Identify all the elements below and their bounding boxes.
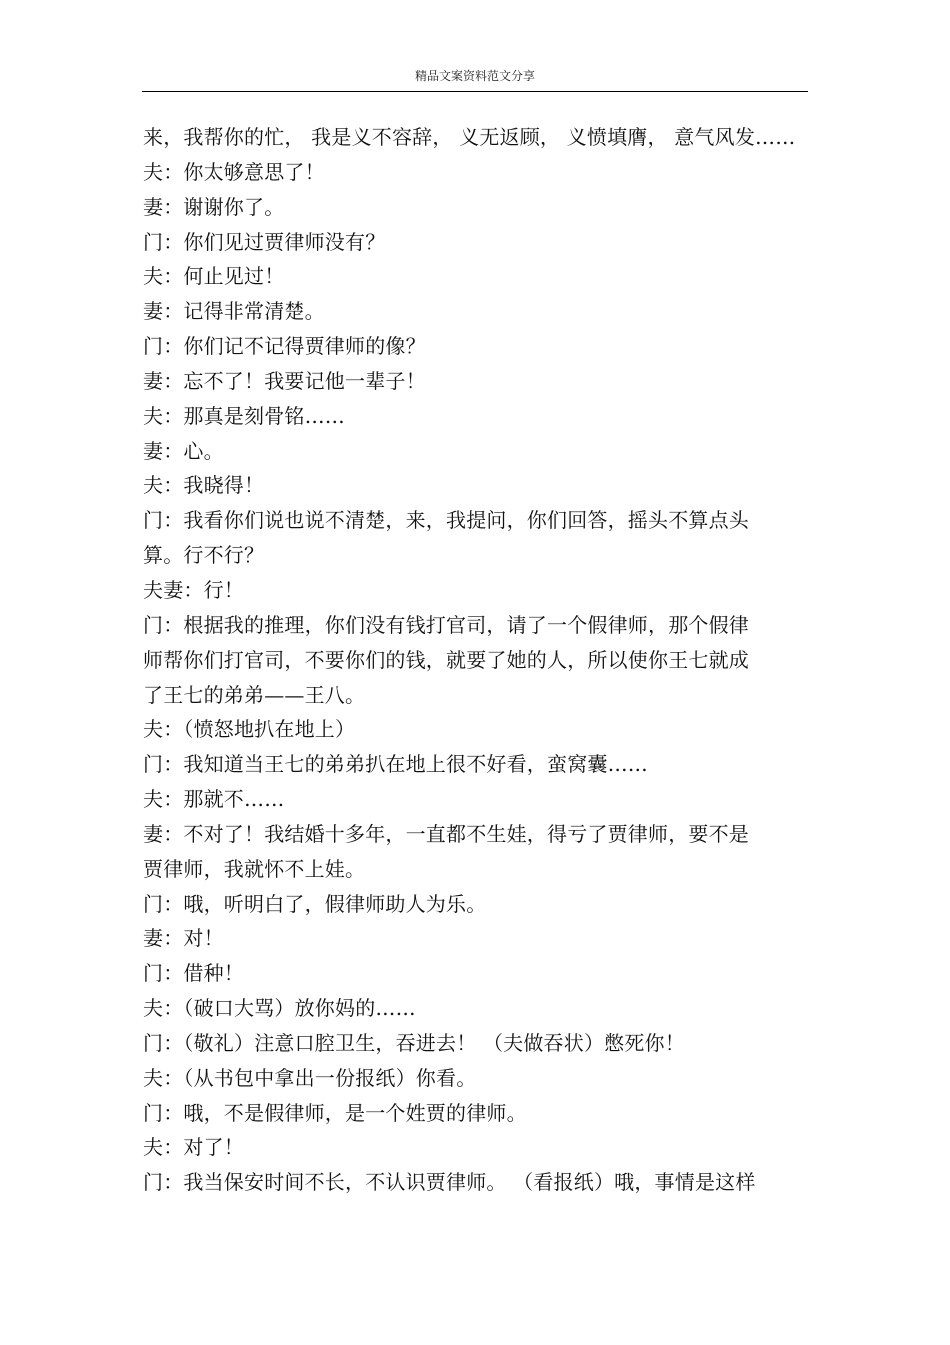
text-line: 算。行不行？ xyxy=(143,543,265,568)
text-line: 妻：对！ xyxy=(143,926,224,951)
text-line: 妻：谢谢你了。 xyxy=(143,194,285,219)
text-line: 夫：（愤怒地扒在地上） xyxy=(143,717,356,742)
text-line: 夫：那就不…… xyxy=(143,787,285,812)
text-line: 夫：对了！ xyxy=(143,1135,244,1160)
text-line: 妻：记得非常清楚。 xyxy=(143,299,325,324)
text-line: 妻：不对了！我结婚十多年，一直都不生娃，得亏了贾律师，要不是 xyxy=(143,821,749,846)
text-line: 夫：何止见过！ xyxy=(143,264,285,289)
text-line: 师帮你们打官司，不要你们的钱，就要了她的人，所以使你王七就成 xyxy=(143,647,749,672)
text-line: 夫：（从书包中拿出一份报纸）你看。 xyxy=(143,1065,477,1090)
text-line: 门：我看你们说也说不清楚，来，我提问，你们回答，摇头不算点头 xyxy=(143,508,749,533)
text-line: 夫：我晓得！ xyxy=(143,473,265,498)
text-line: 门：哦，听明白了，假律师助人为乐。 xyxy=(143,891,487,916)
document-body xyxy=(143,120,808,1200)
text-line: 来，我帮你的忙， 我是义不容辞， 义无返顾， 义愤填膺， 意气风发…… xyxy=(143,125,796,149)
text-line: 夫：你太够意思了！ xyxy=(143,159,325,184)
text-line: 门：（敬礼）注意口腔卫生，吞进去！ （夫做吞状）憋死你！ xyxy=(143,1030,685,1055)
text-line: 门：哦，不是假律师，是一个姓贾的律师。 xyxy=(143,1100,527,1125)
text-line: 门：我知道当王七的弟弟扒在地上很不好看，蛮窝囊…… xyxy=(143,752,648,777)
text-line: 夫：那真是刻骨铭…… xyxy=(143,403,345,428)
text-line: 门：你们记不记得贾律师的像？ xyxy=(143,334,426,359)
header-divider xyxy=(142,91,808,92)
text-line: 门：你们见过贾律师没有？ xyxy=(143,229,386,254)
text-line: 妻：心。 xyxy=(143,438,224,463)
text-line: 门：借种！ xyxy=(143,961,244,986)
text-line: 门：根据我的推理，你们没有钱打官司，请了一个假律师，那个假律 xyxy=(143,612,749,637)
text-line: 贾律师，我就怀不上娃。 xyxy=(143,856,366,881)
text-line: 了王七的弟弟——王八。 xyxy=(143,682,366,707)
page-header: 精品文案资料范文分享 xyxy=(414,69,535,83)
text-line: 门：我当保安时间不长，不认识贾律师。 （看报纸）哦，事情是这样 xyxy=(143,1170,756,1195)
text-line: 妻：忘不了！我要记他一辈子！ xyxy=(143,368,426,393)
text-line: 夫：（破口大骂）放你妈的…… xyxy=(143,996,416,1021)
text-line: 夫妻：行！ xyxy=(143,577,244,602)
